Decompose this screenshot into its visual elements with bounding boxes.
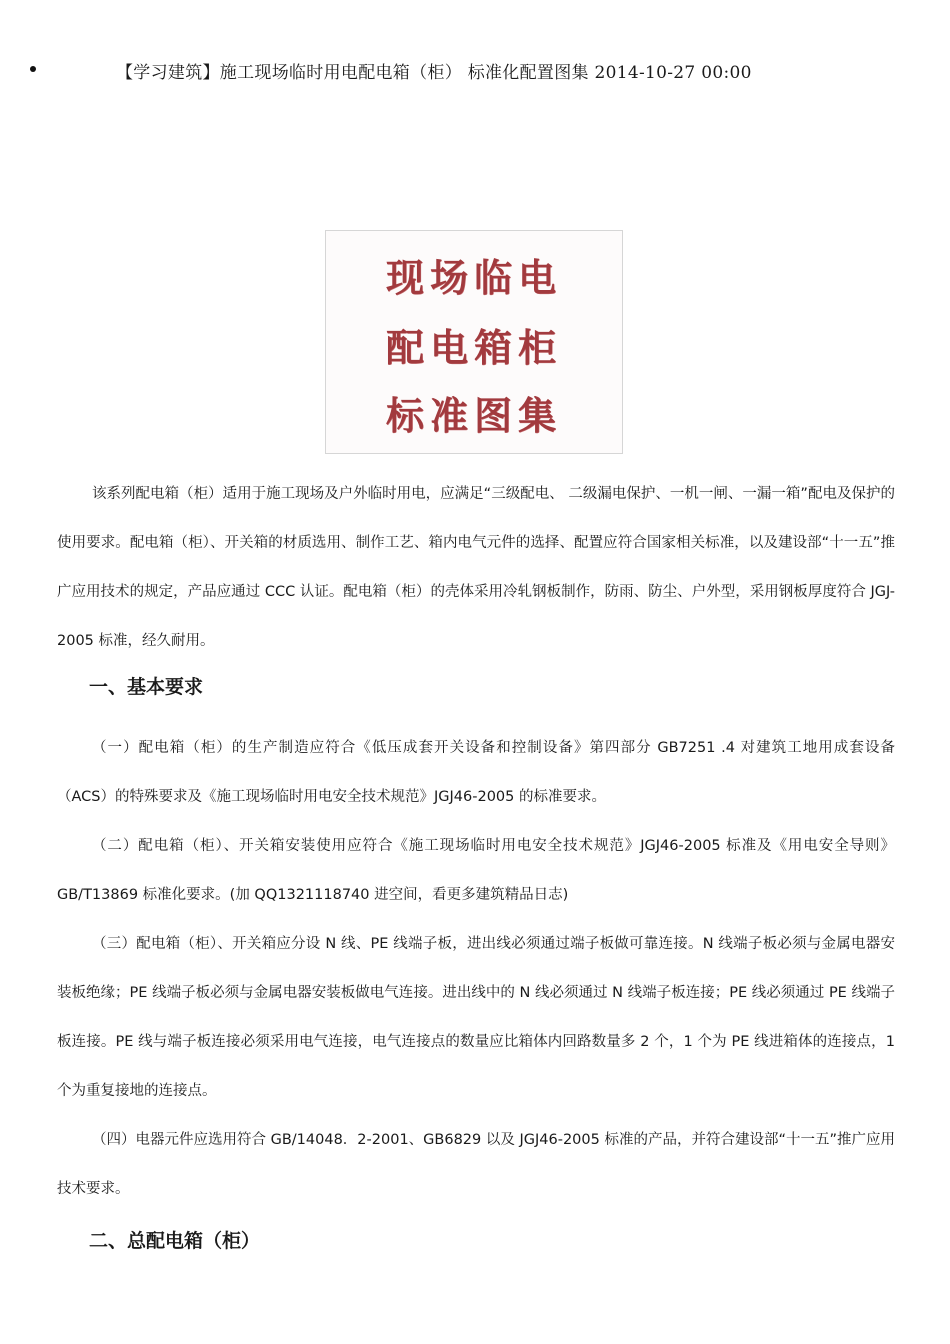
requirement-item-1: （一）配电箱（柜）的生产制造应符合《低压成套开关设备和控制设备》第四部分 GB7251 .4 对建筑工地用成套设备（ACS）的特殊要求及《施工现场临时用电安全技术规范》JGJ46-2005 的标准要求。: [57, 740, 895, 805]
cover-line-2: 配电箱柜: [385, 325, 562, 370]
list-bullet: [30, 66, 36, 72]
article-title: 【学习建筑】施工现场临时用电配电箱（柜） 标准化配置图集 2014-10-27 00:00: [116, 63, 752, 83]
section-heading-main-distribution-box: 二、总配电箱（柜）: [89, 1230, 261, 1252]
cover-image: [325, 230, 623, 454]
article-body: [57, 470, 895, 1256]
cover-line-3: 标准图集: [385, 393, 562, 438]
requirement-item-2: （二）配电箱（柜）、开关箱安装使用应符合《施工现场临时用电安全技术规范》JGJ46-2005 标准及《用电安全导则》GB/T13869 标准化要求。(加 QQ1321118740 进空间，看更多建筑精品日志): [57, 838, 895, 903]
cover-line-1: 现场临电: [385, 255, 562, 300]
requirement-item-3: （三）配电箱（柜）、开关箱应分设 N 线、PE 线端子板，进出线必须通过端子板做可靠连接。N 线端子板必须与金属电器安装板绝缘；PE 线端子板必须与金属电器安装板做电气连接。进出线中的 N 线必须通过 N 线端子板连接；PE 线必须通过 PE 线端子板连接。PE 线与端子板连接必须采用电气连接，电气连接点的数量应比箱体内回路数量多 2 个，1 个为 PE 线进箱体的连接点，1 个为重复接地的连接点。: [57, 936, 895, 1099]
section-heading-basic-requirements: 一、基本要求: [89, 676, 204, 698]
intro-paragraph: 该系列配电箱（柜）适用于施工现场及户外临时用电，应满足“三级配电、 二级漏电保护、一机一闸、一漏一箱”配电及保护的使用要求。配电箱（柜）、开关箱的材质选用、制作工艺、箱内电气元件的选择、配置应符合国家相关标准，以及建设部“十一五”推广应用技术的规定，产品应通过 CCC 认证。配电箱（柜）的壳体采用冷轧钢板制作，防雨、防尘、户外型，采用钢板厚度符合 JGJ-2005 标准，经久耐用。: [57, 486, 895, 649]
requirement-item-4: （四）电器元件应选用符合 GB/14048．2-2001、GB6829 以及 JGJ46-2005 标准的产品，并符合建设部“十一五”推广应用技术要求。: [57, 1132, 895, 1197]
